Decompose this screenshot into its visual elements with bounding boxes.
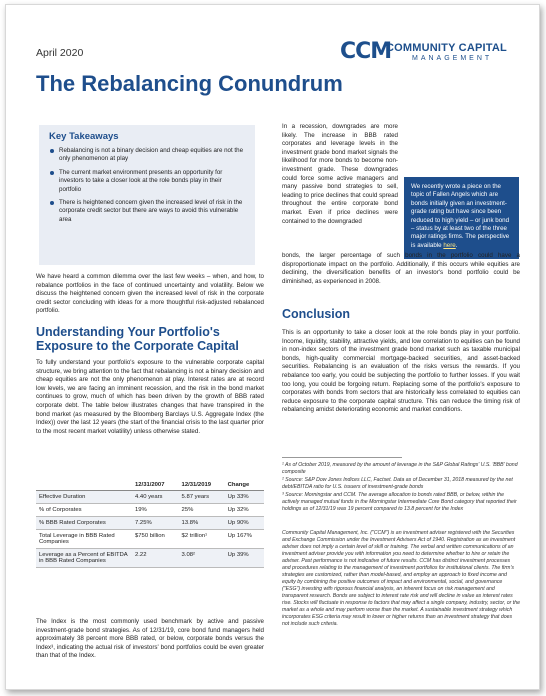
logo-subtitle: MANAGEMENT	[412, 55, 493, 62]
table-header	[36, 480, 132, 491]
table-cell: Effective Duration	[36, 491, 132, 504]
table-cell: 3.08²	[179, 549, 225, 568]
table-header: 12/31/2007	[132, 480, 179, 491]
disclaimer: Community Capital Management, Inc. ("CCM") is an investment adviser registered with the Securities and Exchange Commission under the Investment Advisers Act of 1940. Registration as an investment adviser does not imply a certain level of skill or training. The verbal and written communications of an investment adviser provide you with information you need to determine whether to hire or retain the adviser. Past performance is not indicative of future results. CCM has distinct investment processes and procedures relating to the management of investment portfolios for institutional clients. The firm's strategies are customized, rather than model-based, and employ an approach to fixed income and equity by combining the positive outcomes of impact and environmental, social, and governance ("ESG") investing with rigorous financial analysis, an inherent focus on risk management and transparent research. Bonds are subject to interest rate risk and will decline in value as interest rates rise. Stocks will fluctuate in response to factors that may affect a single company, industry, sector, or the market as a whole and may perform worse than the market. A sustainable investment strategy which incorporates ESG criteria may result in lower or higher returns than an investment strategy that does not include such criteria.	[282, 530, 520, 627]
recession-paragraph: In a recession, downgrades are more likely. The increase in BBB rated corporates and leverage levels in the investment grade bond market signals the likelihood for more bonds to become non-investment grade. These downgrades could force some active managers and many passive bond strategies to sell, leading to price declines that could spread throughout the entire corporate bond market. Even if price declines were contained to the downgraded	[282, 123, 398, 225]
takeaways-heading: Key Takeaways	[49, 131, 119, 142]
table-cell: 7.25%	[132, 517, 179, 530]
conclusion-heading: Conclusion	[282, 307, 351, 321]
recession-paragraph-continued: bonds, the larger percentage of such bonds in the portfolio could have a disproportionate impact on the portfolio. Additionally, if this occurs while equities are declining, the diversification benefits of an investor's bond portfolio could be diminished, as experienced in 2008.	[282, 252, 520, 285]
takeaway-item: The current market environment presents an opportunity for investors to take a closer look at the role bonds play in their portfolio	[59, 169, 245, 194]
key-takeaways-box	[39, 125, 255, 265]
logo-mark: CCM	[340, 39, 392, 64]
table-cell: 2.22	[132, 549, 179, 568]
callout-link[interactable]: here	[443, 241, 456, 249]
table-cell: Leverage as a Percent of EBITDA in BBB Rated Companies	[36, 549, 132, 568]
table-cell: Up 90%	[225, 517, 264, 530]
intro-paragraph: We have heard a common dilemma over the last few weeks – when, and how, to rebalance portfolios in the face of continued uncertainty and volatility. Below we discuss the heightened concern given the increased level of risk in the corporate credit sector concluding with ideas for a more thoughtful risk-adjusted rebalanced portfolio.	[36, 273, 264, 315]
footnote-3: ³ Source: Morningstar and CCM. The average allocation to bonds rated BBB, or below, within the actively managed mutual funds in the Morningstar Intermediate Core Bond category that reported their holdings as of 12/31/19 was 19 percent compared to 13.8 percent for the Index	[282, 492, 517, 512]
conclusion-body: This is an opportunity to take a closer look at the role bonds play in your portfolio. Income, liquidity, stability, attractive yields, and low correlation to equities can be found in non-index sectors of the investment grade bond market such as taxable municipal bonds, high-quality commercial mortgage-backed securities, and asset-backed securities. Rebalancing is an evaluation of the risks versus the rewards. If you rebalance too early, you could be subjecting the portfolio to further losses. If you wait too long, you could be forgoing return. Replacing some of the portfolio's exposure to corporates with bonds from sectors that are historically less correlated to equities can reduce exposure to the corporate capital structure. This can reduce the timing risk of rebalancing amidst deteriorating economic and market conditions.	[282, 329, 520, 414]
page-title: The Rebalancing Conundrum	[36, 71, 343, 96]
company-logo	[340, 39, 530, 65]
fallen-angels-callout: We recently wrote a piece on the topic of Fallen Angels which are bonds initially given an investment-grade rating but have since been reduced to high yield – or junk bond – status by at least two of the three major ratings firms. The perspective is available here.	[404, 177, 519, 259]
after-table-paragraph: The Index is the most commonly used benchmark by active and passive investment-grade bond strategies. As of 12/31/19, core bond fund managers held approximately 38 percent more BBB rated, or below, corporate bonds versus the Index³, indicating the actual risk of investors' bond portfolios could be even greater than that of the Index.	[36, 618, 264, 660]
table-cell: Up 39%	[225, 549, 264, 568]
table-cell: Up 32%	[225, 504, 264, 517]
document-page	[5, 4, 540, 690]
table-cell: 13.8%	[179, 517, 225, 530]
table-cell: 4.40 years	[132, 491, 179, 504]
table-cell: Total Leverage in BBB Rated Companies	[36, 530, 132, 549]
footnote-divider	[282, 457, 402, 458]
footnote-2: ² Source: S&P Dow Jones Indices LLC, Factset. Data as of December 31, 2018 measured by the net debt/EBITDA ratio for U.S. issuers of investment-grade bonds	[282, 477, 513, 490]
table-row	[36, 549, 264, 568]
bond-market-table	[36, 480, 264, 568]
logo-name: COMMUNITY CAPITAL	[386, 42, 507, 54]
table-header: Change	[225, 480, 264, 491]
table-header: 12/31/2019	[179, 480, 225, 491]
takeaway-item: There is heightened concern given the increased level of risk in the corporate credit sector but there are ways to avoid this vulnerable area	[59, 199, 245, 224]
table-row	[36, 504, 264, 517]
table-cell: 19%	[132, 504, 179, 517]
table-row	[36, 491, 264, 504]
table-cell: % of Corporates	[36, 504, 132, 517]
section-heading: Understanding Your Portfolio's Exposure to the Corporate Capital	[36, 325, 239, 353]
table-row	[36, 530, 264, 549]
table-row	[36, 517, 264, 530]
table-cell: % BBB Rated Corporates	[36, 517, 132, 530]
table-cell: Up 33%	[225, 491, 264, 504]
table-cell: $2 trillion¹	[179, 530, 225, 549]
takeaways-list	[49, 147, 245, 224]
takeaway-item: Rebalancing is not a binary decision and cheap equities are not the only phenomenon at play	[59, 147, 244, 163]
table-header-row	[36, 480, 264, 491]
callout-text: We recently wrote a piece on the topic of Fallen Angels which are bonds initially given an investment-grade rating but have since been reduced to high yield – or junk bond – status by at least two of the three major ratings firms. The perspective is available	[411, 183, 510, 249]
publication-date: April 2020	[36, 47, 84, 59]
section-body: To fully understand your portfolio's exposure to the vulnerable corporate capital structure, we bring attention to the fact that rebalancing is not a binary decision and cheap equities are not the only phenomenon at play. Interest rates are at record low levels, we are facing an imminent recession, and the risk in the bond market continues to grow, much of which has been driven by the growth of BBB rated corporate debt. The table below illustrates changes that have transpired in the bond market (as measured by the Bloomberg Barclays U.S. Aggregate Index (the Index)) over the last 12 years (the start of the financial crisis to the last quarter prior to the most recent market volatility) unless otherwise stated.	[36, 359, 264, 435]
table-cell: Up 167%	[225, 530, 264, 549]
table-cell: $750 billion	[132, 530, 179, 549]
footnote-1: ¹ As of October 2019, measured by the amount of leverage in the S&P Global Ratings' U.S. 'BBB' bond composite	[282, 462, 518, 475]
table-cell: 25%	[179, 504, 225, 517]
table-cell: 5.87 years	[179, 491, 225, 504]
